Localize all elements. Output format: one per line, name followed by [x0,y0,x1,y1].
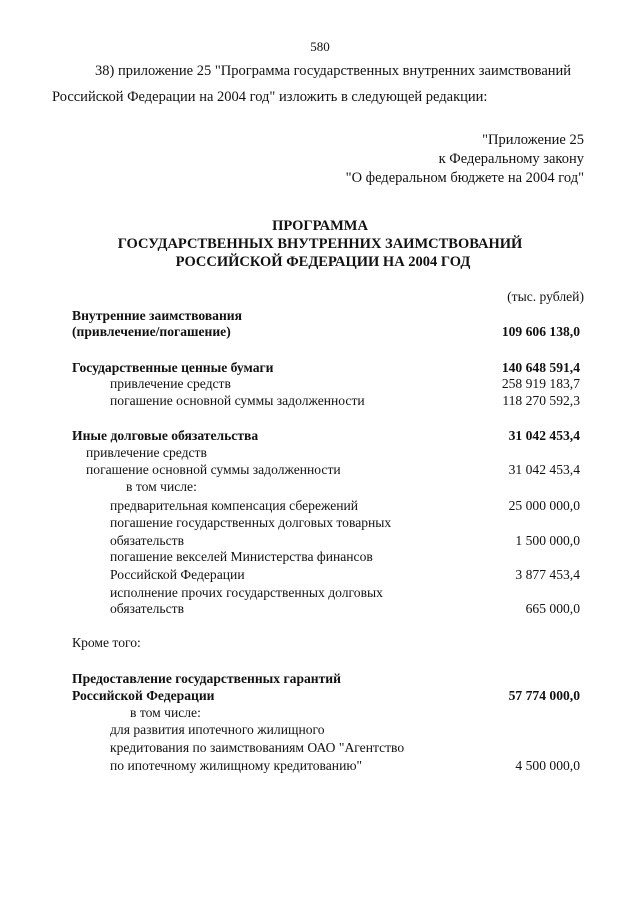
row-label: привлечение средств [110,376,231,391]
row-label: Внутренние заимствования [72,308,242,323]
attachment-line-2: к Федеральному закону [438,151,584,167]
row-label: по ипотечному жилищному кредитованию" [110,758,363,773]
program-title-line-3: РОССИЙСКОЙ ФЕДЕРАЦИИ НА 2004 ГОД [175,254,471,270]
row-label: погашение государственных долговых товарных [110,515,392,530]
program-title-line-2: ГОСУДАРСТВЕННЫХ ВНУТРЕННИХ ЗАИМСТВОВАНИЙ [117,236,523,252]
row-value: 57 774 000,0 [508,688,580,703]
table-row [0,514,640,532]
table-row [0,600,640,618]
units-label: (тыс. рублей) [507,289,584,304]
row-label: Иные долговые обязательства [72,428,259,443]
row-value: 31 042 453,4 [508,428,580,443]
row-label: обязательств [110,533,185,548]
intro-line-2: Российской Федерации на 2004 год" изложить в следующей редакции: [52,89,488,105]
table-row [0,670,640,688]
table-row [0,757,640,775]
attachment-line-1: "Приложение 25 [482,132,584,148]
row-value: 1 500 000,0 [515,533,580,548]
row-label: Государственные ценные бумаги [72,360,274,375]
table-row [0,427,640,445]
row-label: кредитования по заимствованиям ОАО "Агентство [110,740,405,755]
row-label: Предоставление государственных гарантий [72,671,341,686]
row-label: в том числе: [126,479,197,494]
row-value: 3 877 453,4 [515,567,580,582]
row-label: в том числе: [130,705,201,720]
row-label: Кроме того: [72,635,141,650]
table-row [0,704,640,722]
row-label: погашение основной суммы задолженности [86,462,341,477]
row-label: (привлечение/погашение) [72,324,231,339]
row-label: исполнение прочих государственных долговых [110,585,383,600]
table-row [0,323,640,341]
row-label: предварительная компенсация сбережений [110,498,359,513]
table-row [0,721,640,739]
row-value: 25 000 000,0 [508,498,580,513]
row-value: 258 919 183,7 [501,376,580,391]
row-value: 31 042 453,4 [508,462,580,477]
row-value: 4 500 000,0 [515,758,580,773]
table-row [0,566,640,584]
table-row [0,497,640,515]
table-row [0,444,640,462]
program-title-line-1: ПРОГРАММА [272,218,368,234]
table-row [0,392,640,410]
table-row [0,548,640,566]
row-label: Российской Федерации [110,567,245,582]
table-row [0,634,640,652]
page-number: 580 [310,39,330,54]
row-value: 109 606 138,0 [501,324,580,339]
row-label: для развития ипотечного жилищного [110,722,325,737]
intro-line-1: 38) приложение 25 "Программа государственных внутренних заимствований [95,63,572,79]
table-row [0,375,640,393]
row-value: 665 000,0 [525,601,580,616]
table-row [0,739,640,757]
row-value: 140 648 591,4 [501,360,580,375]
row-label: Российской Федерации [72,688,215,703]
row-label: обязательств [110,601,185,616]
attachment-line-3: "О федеральном бюджете на 2004 год" [345,170,584,186]
row-label: привлечение средств [86,445,207,460]
table-row [0,687,640,705]
row-label: погашение векселей Министерства финансов [110,549,373,564]
table-row [0,478,640,496]
row-value: 118 270 592,3 [502,393,580,408]
table-row [0,461,640,479]
row-label: погашение основной суммы задолженности [110,393,365,408]
